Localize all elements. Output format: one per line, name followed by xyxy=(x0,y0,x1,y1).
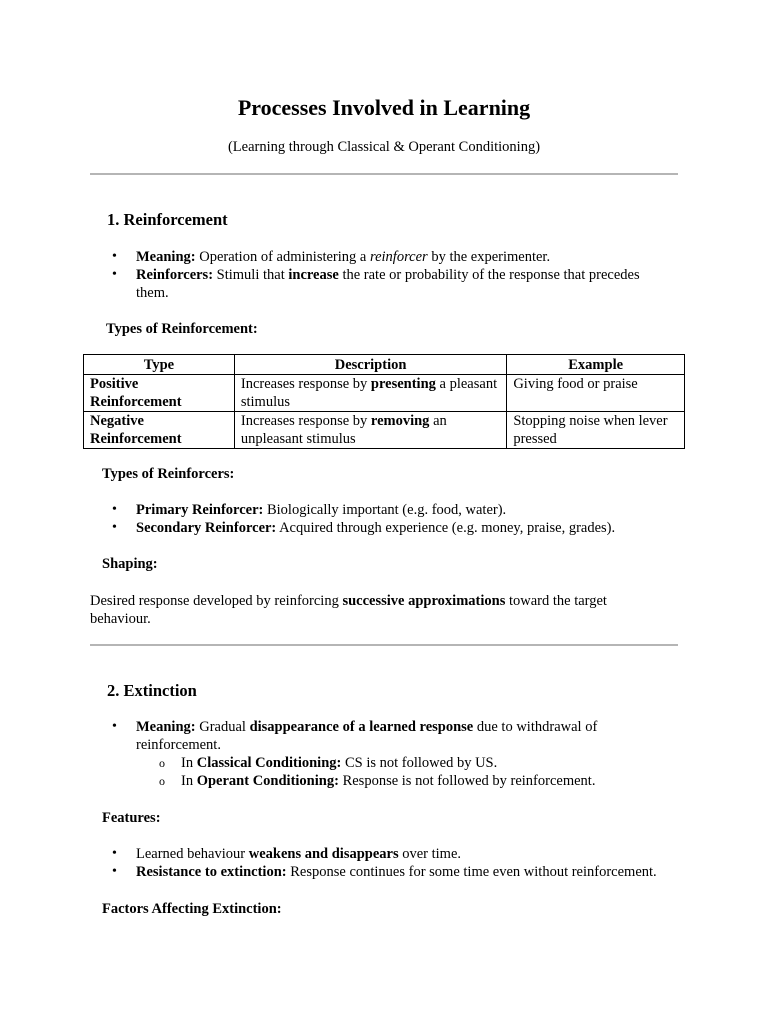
divider xyxy=(90,644,678,646)
features-bullets xyxy=(110,845,670,881)
types-of-reinforcement-heading: Types of Reinforcement: xyxy=(106,321,258,337)
features-heading: Features: xyxy=(102,810,161,826)
reinforcement-bullets xyxy=(110,248,670,302)
table-cell: Increases response by removing an unpleasant stimulus xyxy=(234,412,506,449)
section-heading-reinforcement: 1. Reinforcement xyxy=(107,210,228,229)
table-cell: Increases response by presenting a pleasant stimulus xyxy=(234,375,506,412)
list-item: • Secondary Reinforcer: Acquired through experience (e.g. money, praise, grades). xyxy=(110,519,670,537)
reinforcers-bullets xyxy=(110,501,670,537)
table-cell: Stopping noise when lever pressed xyxy=(507,412,685,449)
table-cell: Positive Reinforcement xyxy=(84,375,235,412)
column-header: Description xyxy=(234,355,506,375)
list-item: • Meaning: Operation of administering a reinforcer by the experimenter. xyxy=(110,248,670,266)
list-item: • Primary Reinforcer: Biologically important (e.g. food, water). xyxy=(110,501,670,519)
list-item: o In Operant Conditioning: Response is not followed by reinforcement. xyxy=(136,772,670,790)
shaping-paragraph: Desired response developed by reinforcing successive approximations toward the target behaviour. xyxy=(90,593,607,627)
divider xyxy=(90,173,678,175)
page-title: Processes Involved in Learning xyxy=(237,95,531,120)
list-item: • Reinforcers: Stimuli that increase the rate or probability of the response that precedes them. xyxy=(110,266,670,302)
table-row xyxy=(84,375,685,412)
types-of-reinforcers-heading: Types of Reinforcers: xyxy=(102,466,235,482)
list-item: • Meaning: Gradual disappearance of a learned response due to withdrawal of reinforcement. o In Classical Conditioning: CS is not followed by US. o In Operant Conditioning: Response is not followed by reinforcement. xyxy=(110,718,670,790)
table-row xyxy=(84,412,685,449)
table-header-row xyxy=(84,355,685,375)
shaping-heading: Shaping: xyxy=(102,556,158,572)
extinction-sub-list xyxy=(136,754,670,790)
table-cell: Negative Reinforcement xyxy=(84,412,235,449)
column-header: Example xyxy=(507,355,685,375)
column-header: Type xyxy=(84,355,235,375)
page-subtitle: (Learning through Classical & Operant Conditioning) xyxy=(227,139,541,155)
list-item: • Resistance to extinction: Response continues for some time even without reinforcement. xyxy=(110,863,670,881)
reinforcement-table xyxy=(83,354,685,449)
list-item: o In Classical Conditioning: CS is not followed by US. xyxy=(136,754,670,772)
list-item: • Learned behaviour weakens and disappears over time. xyxy=(110,845,670,863)
factors-heading: Factors Affecting Extinction: xyxy=(102,901,282,917)
section-heading-extinction: 2. Extinction xyxy=(107,681,197,700)
extinction-bullets xyxy=(110,718,670,790)
table-cell: Giving food or praise xyxy=(507,375,685,412)
